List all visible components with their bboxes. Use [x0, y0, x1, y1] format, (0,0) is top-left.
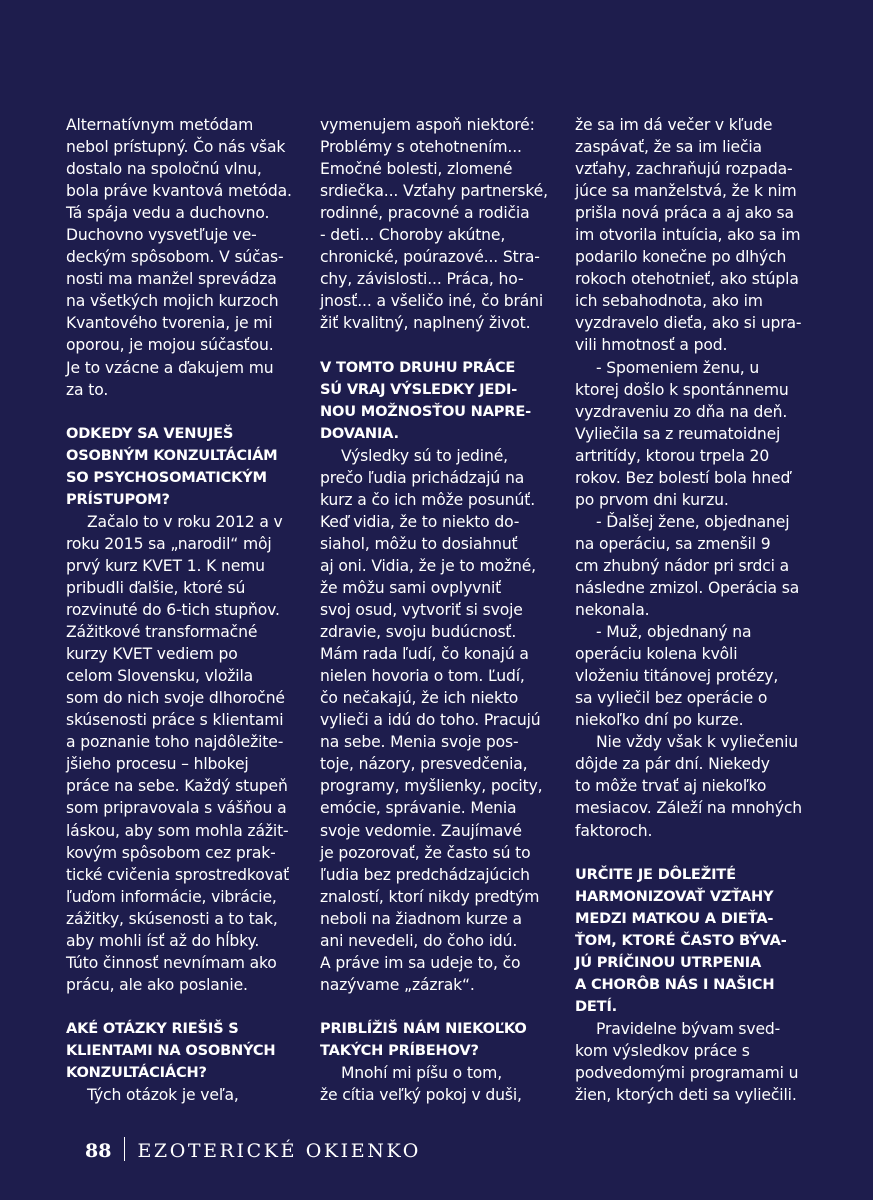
- body-text-line: ich sebahodnota, ako im: [575, 292, 763, 311]
- body-text-line: prišla nová práca a aj ako sa: [575, 204, 794, 223]
- body-text-line: jšieho procesu – hlbokej: [66, 755, 249, 774]
- footer-divider: [124, 1137, 125, 1161]
- section-heading-line: MEDZI MATKOU A DIEŤA-: [575, 909, 774, 927]
- page-footer: [85, 1137, 421, 1162]
- body-text-line: Túto činnosť nevnímam ako: [66, 953, 277, 972]
- section-heading-line: PRIBLÍŽIŠ NÁM NIEKOĽKO: [320, 1019, 527, 1037]
- body-text-line: na sebe. Menia svoje pos-: [320, 733, 519, 752]
- body-text-line: operáciu kolena kvôli: [575, 645, 738, 664]
- body-text-line: svoje vedomie. Zaujímavé: [320, 821, 522, 840]
- body-text-line: neboli na žiadnom kurze a: [320, 909, 522, 928]
- body-text-line: kovým spôsobom cez prak-: [66, 843, 276, 862]
- body-text-line: niekoľko dní po kurze.: [575, 711, 744, 730]
- body-text-line: Mám rada ľudí, čo konajú a: [320, 645, 529, 664]
- body-text-line: na všetkých mojich kurzoch: [66, 292, 279, 311]
- body-text-line: na operáciu, sa zmenšil 9: [575, 534, 771, 553]
- body-text-line: dostalo na spoločnú vlnu,: [66, 160, 262, 179]
- body-text-line: chy, závislosti... Práca, ho-: [320, 270, 524, 289]
- body-text-line: čo nečakajú, že ich niekto: [320, 689, 519, 708]
- body-text-line: ani nevedeli, do čoho idú.: [320, 931, 518, 950]
- section-heading-line: TAKÝCH PRÍBEHOV?: [320, 1041, 479, 1059]
- body-text-line: prácu, ale ako poslanie.: [66, 975, 248, 994]
- body-text-line: Vyliečila sa z reumatoidnej: [575, 424, 781, 443]
- section-heading-line: AKÉ OTÁZKY RIEŠIŠ S: [66, 1019, 239, 1037]
- section-heading-line: OSOBNÝM KONZULTÁCIÁM: [66, 446, 278, 464]
- body-text-line: som do nich svoje dlhoročné: [66, 689, 285, 708]
- body-text-line: ľudia bez predchádzajúcich: [320, 865, 530, 884]
- body-text-line: aj oni. Vidia, že je to možné,: [320, 556, 536, 575]
- body-text-line: deckým spôsobom. V súčas-: [66, 248, 284, 267]
- body-text-line: Začalo to v roku 2012 a v: [87, 512, 283, 531]
- body-text-line: Problémy s otehotnením...: [320, 138, 522, 157]
- paragraph-gap: [320, 996, 560, 1018]
- magazine-name: EZOTERICKÉ OKIENKO: [137, 1140, 421, 1162]
- body-text-line: - Ďalšej žene, objednanej: [596, 512, 790, 531]
- paragraph-gap: [66, 996, 306, 1018]
- body-text-line: Zážitkové transformačné: [66, 623, 258, 642]
- body-text-line: celom Slovensku, vložila: [66, 667, 254, 686]
- body-text-line: emócie, správanie. Menia: [320, 799, 517, 818]
- body-text-line: rokov. Bez bolestí bola hneď: [575, 468, 791, 487]
- section-heading-line: SÚ VRAJ VÝSLEDKY JEDI-: [320, 380, 518, 398]
- section-heading-line: PRÍSTUPOM?: [66, 490, 170, 508]
- body-text-line: nekonala.: [575, 601, 650, 620]
- section-heading-line: ŤOM, KTORÉ ČASTO BÝVA-: [575, 931, 787, 949]
- body-text-line: je pozorovať, že často sú to: [320, 843, 531, 862]
- section-heading-line: HARMONIZOVAŤ VZŤAHY: [575, 887, 774, 905]
- body-text-line: vymenujem aspoň niektoré:: [320, 116, 535, 134]
- body-text-line: svoj osud, vytvoriť si svoje: [320, 601, 523, 620]
- body-text-line: cm zhubný nádor pri srdci a: [575, 556, 790, 575]
- body-text-line: prečo ľudia prichádzajú na: [320, 468, 525, 487]
- body-text-line: kom výsledkov práce s: [575, 1041, 750, 1060]
- body-text-line: následne zmizol. Operácia sa: [575, 578, 800, 597]
- body-text-line: kurz a čo ich môže posunúť.: [320, 490, 536, 509]
- body-text-line: rokoch otehotnieť, ako stúpla: [575, 270, 799, 289]
- body-text-line: oporou, je mojou súčasťou.: [66, 336, 274, 355]
- body-text-line: som pripravovala s vášňou a: [66, 799, 287, 818]
- body-text-line: to môže trvať aj niekoľko: [575, 777, 767, 796]
- body-text-line: rozvinuté do 6-tich stupňov.: [66, 601, 280, 620]
- body-text-line: nebol prístupný. Čo nás však: [66, 138, 286, 157]
- body-text-line: vyzdravelo dieťa, ako si upra-: [575, 314, 802, 333]
- body-text-line: že sa im dá večer v kľude: [575, 116, 773, 134]
- body-text-line: im otvorila intuícia, ako sa im: [575, 226, 801, 245]
- body-text-line: že môžu sami ovplyvniť: [320, 578, 502, 597]
- article-column-3: [575, 114, 815, 1106]
- body-text-line: Tá spája vedu a duchovno.: [66, 204, 270, 223]
- body-text-line: ktorej došlo k spontánnemu: [575, 380, 789, 399]
- body-text-line: siahol, môžu to dosiahnuť: [320, 534, 518, 553]
- body-text-line: Keď vidia, že to niekto do-: [320, 512, 520, 531]
- body-text-line: Pravidelne bývam sved-: [596, 1019, 781, 1038]
- body-text-line: jnosť... a všeličo iné, čo bráni: [320, 292, 544, 311]
- body-text-line: nazývame „zázrak“.: [320, 975, 475, 994]
- body-text-line: chronické, poúrazové... Stra-: [320, 248, 540, 267]
- body-text-line: a poznanie toho najdôležite-: [66, 733, 284, 752]
- body-text-line: skúsenosti práce s klientami: [66, 711, 284, 730]
- section-heading-line: KONZULTÁCIÁCH?: [66, 1064, 207, 1082]
- body-text-line: sa vyliečil bez operácie o: [575, 689, 768, 708]
- paragraph-gap: [320, 334, 560, 356]
- body-text-line: vloženiu titánovej protézy,: [575, 667, 779, 686]
- paragraph-gap: [575, 842, 815, 864]
- body-text-line: ľuďom informácie, vibrácie,: [66, 887, 277, 906]
- body-text-line: toje, názory, presvedčenia,: [320, 755, 528, 774]
- body-text-line: zaspávať, že sa im liečia: [575, 138, 762, 157]
- body-text-line: prvý kurz KVET 1. K nemu: [66, 556, 265, 575]
- body-text-line: kurzy KVET vediem po: [66, 645, 238, 664]
- body-text-line: vylieči a idú do toho. Pracujú: [320, 711, 541, 730]
- body-text-line: zážitky, skúsenosti a to tak,: [66, 909, 278, 928]
- body-text-line: vili hmotnosť a pod.: [575, 336, 728, 355]
- body-text-line: nosti ma manžel sprevádza: [66, 270, 277, 289]
- section-heading-line: KLIENTAMI NA OSOBNÝCH: [66, 1041, 276, 1059]
- body-text-line: Tých otázok je veľa,: [87, 1086, 239, 1105]
- body-text-line: žien, ktorých deti sa vyliečili.: [575, 1086, 797, 1105]
- body-text-line: Nie vždy však k vyliečeniu: [596, 733, 799, 752]
- body-text-line: vyzdraveniu zo dňa na deň.: [575, 402, 788, 421]
- body-text-line: za to.: [66, 380, 109, 399]
- body-text-line: artritídy, ktorou trpela 20: [575, 446, 770, 465]
- section-heading-line: SO PSYCHOSOMATICKÝM: [66, 468, 267, 486]
- body-text-line: Kvantového tvorenia, je mi: [66, 314, 273, 333]
- body-text-line: po prvom dni kurzu.: [575, 490, 729, 509]
- body-text-line: láskou, aby som mohla zážit-: [66, 821, 289, 840]
- body-text-line: nielen hovoria o tom. Ľudí,: [320, 667, 525, 686]
- section-heading-line: URČITE JE DÔLEŽITÉ: [575, 865, 736, 883]
- body-text-line: Emočné bolesti, zlomené: [320, 160, 513, 179]
- body-text-line: dôjde za pár dní. Niekedy: [575, 755, 770, 774]
- article-column-2: [320, 114, 560, 1106]
- body-text-line: podvedomými programami u: [575, 1064, 799, 1083]
- body-text-line: aby mohli ísť až do hĺbky.: [66, 931, 260, 950]
- body-text-line: programy, myšlienky, pocity,: [320, 777, 543, 796]
- page-number: 88: [85, 1140, 112, 1162]
- body-text-line: - Muž, objednaný na: [596, 623, 752, 642]
- body-text-line: zdravie, svoju budúcnosť.: [320, 623, 517, 642]
- section-heading-line: DOVANIA.: [320, 424, 399, 442]
- body-text-line: Alternatívnym metódam: [66, 116, 254, 134]
- body-text-line: faktoroch.: [575, 821, 653, 840]
- section-heading-line: V TOMTO DRUHU PRÁCE: [320, 358, 516, 376]
- section-heading-line: A CHORÔB NÁS I NAŠICH: [575, 975, 775, 993]
- body-text-line: Mnohí mi píšu o tom,: [341, 1064, 503, 1083]
- section-heading-line: DETÍ.: [575, 997, 618, 1015]
- body-text-line: Je to vzácne a ďakujem mu: [66, 358, 274, 377]
- body-text-line: júce sa manželstvá, že k nim: [575, 182, 797, 201]
- body-text-line: že cítia veľký pokoj v duši,: [320, 1086, 522, 1105]
- article-column-1: [66, 114, 306, 1106]
- body-text-line: vzťahy, zachraňujú rozpada-: [575, 160, 793, 179]
- body-text-line: znalostí, ktorí nikdy predtým: [320, 887, 540, 906]
- body-text-line: Duchovno vysvetľuje ve-: [66, 226, 257, 245]
- body-text-line: mesiacov. Záleží na mnohých: [575, 799, 803, 818]
- section-heading-line: JÚ PRÍČINOU UTRPENIA: [575, 953, 762, 971]
- body-text-line: roku 2015 sa „narodil“ môj: [66, 534, 272, 553]
- body-text-line: rodinné, pracovné a rodičia: [320, 204, 530, 223]
- body-text-line: práce na sebe. Každý stupeň: [66, 777, 288, 796]
- body-text-line: žiť kvalitný, naplnený život.: [320, 314, 531, 333]
- body-text-line: A práve im sa udeje to, čo: [320, 953, 521, 972]
- body-text-line: bola práve kvantová metóda.: [66, 182, 292, 201]
- section-heading-line: ODKEDY SA VENUJEŠ: [66, 424, 234, 442]
- body-text-line: podarilo konečne po dlhých: [575, 248, 787, 267]
- body-text-line: Výsledky sú to jediné,: [341, 446, 508, 465]
- body-text-line: srdiečka... Vzťahy partnerské,: [320, 182, 548, 201]
- body-text-line: - Spomeniem ženu, u: [596, 358, 760, 377]
- body-text-line: - deti... Choroby akútne,: [320, 226, 506, 245]
- paragraph-gap: [66, 401, 306, 423]
- body-text-line: pribudli ďalšie, ktoré sú: [66, 578, 246, 597]
- body-text-line: tické cvičenia sprostredkovať: [66, 865, 290, 884]
- section-heading-line: NOU MOŽNOSŤOU NAPRE-: [320, 402, 531, 420]
